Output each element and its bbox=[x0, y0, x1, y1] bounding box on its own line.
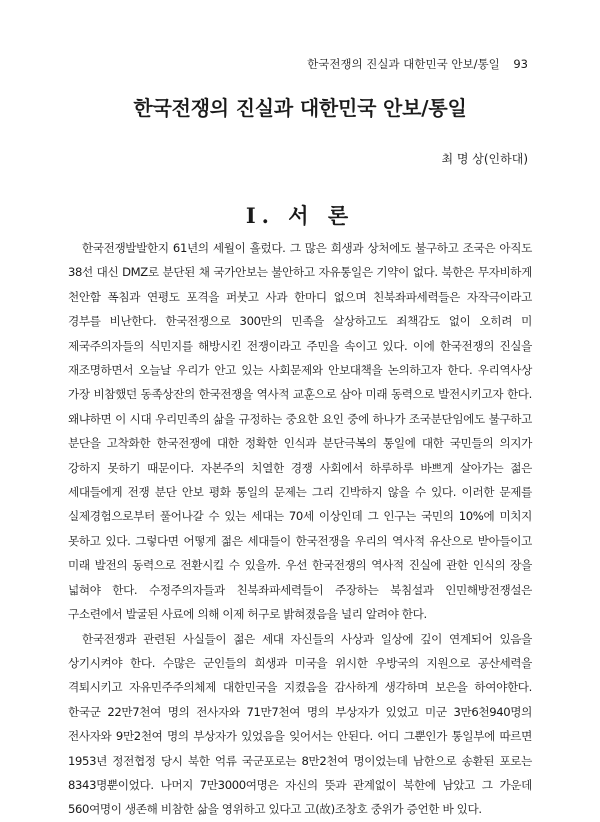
running-title: 한국전쟁의 진실과 대한민국 안보/통일 bbox=[307, 57, 500, 71]
section-heading: Ⅰ. 서 론 bbox=[245, 203, 355, 228]
paragraph-1: 한국전쟁발발한지 61년의 세월이 흘렀다. 그 많은 희생과 상처에도 불구하고 조국은 아직도 38선 대신 DMZ로 분단된 채 국가안보는 불안하고 자유통일은 기약이 없다. 북한은 무자비하게 천안함 폭침과 연평도 포격을 퍼붓고 사과 한마디 없으며 친북좌파세력들은 자작극이라고 경부를 비난한다. 한국전쟁으로 300만의 민족을 살상하고도 죄책감도 없이 오히려 미 제국주의자들의 식민지를 해방시킨 전쟁이라고 주민을 속이고 있다. 이에 한국전쟁의 진실을 재조명하면서 오늘날 우리가 안고 있는 사회문제와 안보대책을 논의하고자 한다. 우리역사상 가장 비참했던 동족상잔의 한국전쟁을 역사적 교훈으로 삼아 미래 동력으로 발전시키고자 한다. 왜냐하면 이 시대 우리민족의 삶을 규정하는 중요한 요인 중에 하나가 조국분단임에도 불구하고 분단을 고착화한 한국전쟁에 대한 정확한 인식과 분단극복의 통일에 대한 국민들의 의지가 강하지 못하기 때문이다. 자본주의 치열한 경쟁 사회에서 하루하루 바쁘게 살아가는 젊은 세대들에게 전쟁 분단 안보 평화 통일의 문제는 그리 긴박하지 않을 수 있다. 이러한 문제를 실제경험으로부터 풀어나갈 수 있는 세대는 70세 이상인데 그 인구는 국민의 10%에 미치지 못하고 있다. 그렇다면 어떻게 젊은 세대들이 한국전쟁을 우리의 역사적 유산으로 받아들이고 미래 발전의 동력으로 전환시킬 수 있을까. 우선 한국전쟁의 역사적 진실에 관한 인식의 장을 넓혀야 한다. 수정주의자들과 친북좌파세력들이 주장하는 북침설과 인민해방전쟁설은 구소련에서 발굴된 사료에 의해 이제 허구로 밝혀졌음을 널리 알려야 한다. bbox=[68, 241, 532, 622]
body-text bbox=[68, 236, 532, 822]
page-number: 93 bbox=[513, 57, 528, 71]
paragraph-2: 한국전쟁과 관련된 사실들이 젊은 세대 자신들의 사상과 일상에 깊이 연계되어 있음을 상기시켜야 한다. 수많은 군인들의 희생과 미국을 위시한 우방국의 지원으로 공산세력을 격퇴시키고 자유민주주의체제 대한민국을 지켰음을 감사하게 생각하며 보은을 하여야한다. 한국군 22만7천여 명의 전사자와 71만7천여 명의 부상자가 있었고 미군 3만6천940명의 전사자와 9만2천여 명의 부상자가 있었음을 잊어서는 안된다. 어디 그뿐인가 통일부에 따르면 1953년 정전협정 당시 북한 억류 국군포로는 8만2천여 명이었는데 남한으로 송환된 포로는 8343명뿐이었다. 나머지 7만3000여명은 자신의 뜻과 관계없이 북한에 남았고 그 가운데 560여명이 생존해 비참한 삶을 영위하고 있다고 고(故)조창호 중위가 증언한 바 있다. bbox=[68, 631, 532, 817]
author-line: 최 명 상(인하대) bbox=[441, 152, 528, 166]
page-title: 한국전쟁의 진실과 대한민국 안보/통일 bbox=[133, 96, 467, 120]
running-header bbox=[307, 56, 528, 72]
